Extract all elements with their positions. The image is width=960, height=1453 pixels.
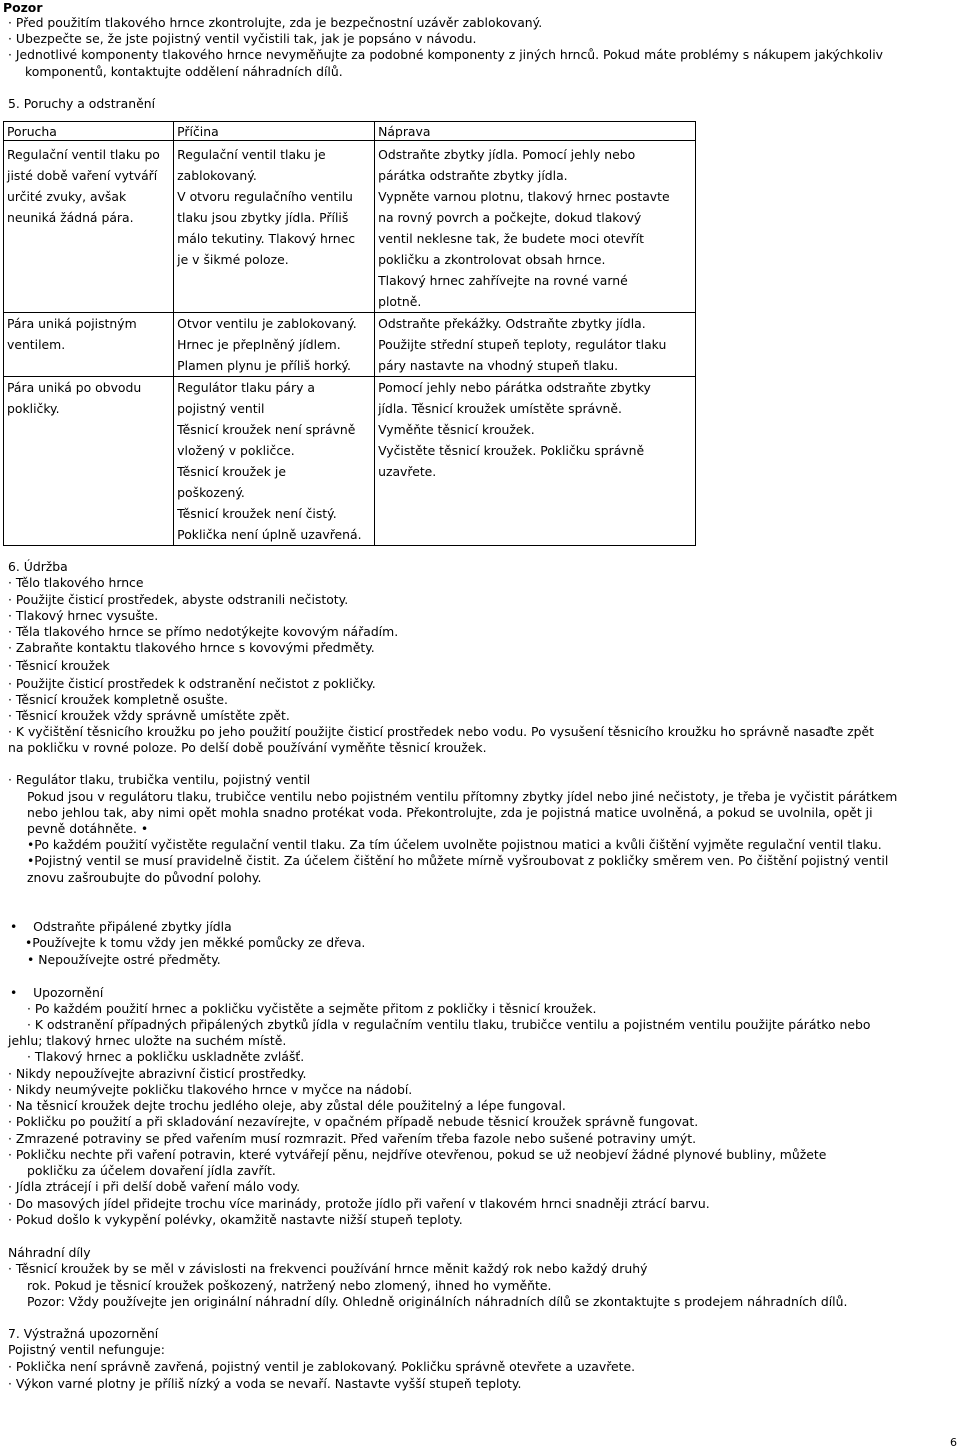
col-header-problem: Porucha [4,122,174,141]
spare-line: · Těsnicí kroužek by se měl v závislosti na frekvenci používání hrnce měnit každý rok nebo každý druhý [8,1261,648,1276]
body-title: · Tělo tlakového hrnce [8,575,144,590]
table-header-row [4,122,696,141]
warning-item: · Jednotlivé komponenty tlakového hrnce nevyměňujte za podobné komponenty z jiných hrnců. Pokud máte problémy s nákupem jakýchkoliv [8,47,883,62]
regulator-line: znovu zašroubujte do původní polohy. [27,870,262,885]
notice-item: · Zmrazené potraviny se před vařením musí rozmrazit. Před vařením třeba fazole nebo sušené potraviny umýt. [8,1131,697,1146]
table-row [4,141,696,313]
notice-item: · Na těsnicí kroužek dejte trochu jedlého oleje, aby zůstal déle použitelný a lépe fungoval. [8,1098,566,1113]
notice-line: · Tlakový hrnec a pokličku uskladněte zvlášť. [27,1049,305,1064]
fix-cell: Odstraňte překážky. Odstraňte zbytky jídla. Použijte střední stupeň teploty, regulátor tlaku páry nastavte na vhodný stupeň tlaku. [375,313,696,377]
warning-item: · Ubezpečte se, že jste pojistný ventil vyčistili tak, jak je popsáno v návodu. [8,31,477,46]
trouble-table [3,121,696,546]
notice-line: jehlu; tlakový hrnec uložte na suchém místě. [8,1033,287,1048]
maintenance-item: · Tlakový hrnec vysušte. [8,608,159,623]
regulator-line: nebo jehlou tak, aby nimi opět mohla snadno protékat voda. Překontrolujte, zda je pojistná matice uvolněná, a pokud se uvolnila, opět ji [27,805,873,820]
notice-item: · Nikdy neumývejte pokličku tlakového hrnce v myčce na nádobí. [8,1082,413,1097]
col-header-cause: Příčina [174,122,375,141]
notice-item: · Do masových jídel přidejte trochu více marinády, protože jídlo při vaření v tlakovém hrnci snadněji ztrácí barvu. [8,1196,710,1211]
maintenance-item: · Těsnicí kroužek vždy správně umístěte zpět. [8,708,290,723]
spare-line: Pozor: Vždy používejte jen originální náhradní díly. Ohledně originálních náhradních dílů se zkontaktujte s prodejem náhradních dílů. [27,1294,848,1309]
problem-cell: Pára uniká po obvodu pokličky. [4,377,174,546]
regulator-line: •Po každém použití vyčistěte regulační ventil tlaku. Za tím účelem uvolněte pojistnou matici a kvůli čištění vyjměte regulační ventil tlaku. [27,837,882,852]
warning-item-cont: komponentů, kontaktujte oddělení náhradních dílů. [25,64,343,79]
warning-item: · Před použitím tlakového hrnce zkontrolujte, zda je bezpečnostní uzávěr zablokovaný. [8,15,543,30]
fix-cell: Odstraňte zbytky jídla. Pomocí jehly nebo párátka odstraňte zbytky jídla. Vypněte varnou plotnu, tlakový hrnec postavte na rovný povrch a počkejte, dokud tlakový ventil neklesne tak, že budete moci otevřít pokličku a zkontrolovat obsah hrnce. Tlakový hrnec zahřívejte na rovné varné plotně. [375,141,696,313]
notice-title: • Upozornění [10,985,104,1000]
regulator-line: •Pojistný ventil se musí pravidelně čistit. Za účelem čištění ho můžete mírně vyšroubovat z pokličky směrem ven. Po čištění pojistný ventil [27,853,889,868]
regulator-line: Pokud jsou v regulátoru tlaku, trubičce ventilu nebo pojistném ventilu přítomny zbytky jídel nebo jiné nečistoty, je třeba je vyčistit párátkem [27,789,898,804]
col-header-fix: Náprava [375,122,696,141]
cause-cell: Otvor ventilu je zablokovaný. Hrnec je přeplněný jídlem. Plamen plynu je příliš horký. [174,313,375,377]
notice-item-cont: pokličku za účelem dovaření jídla zavřít. [27,1163,276,1178]
maintenance-item: · Těla tlakového hrnce se přímo nedotýkejte kovovým nářadím. [8,624,399,639]
problem-cell: Pára uniká pojistným ventilem. [4,313,174,377]
burnt-line: • Nepoužívejte ostré předměty. [27,952,221,967]
regulator-line: pevně dotáhněte. • [27,821,149,836]
maintenance-item: · Těsnicí kroužek kompletně osušte. [8,692,228,707]
section7-title: 7. Výstražná upozornění [8,1326,159,1341]
spare-line: rok. Pokud je těsnicí kroužek poškozený, natržený nebo zlomený, ihned ho vyměňte. [27,1278,552,1293]
maintenance-item-cont: na pokličku v rovné poloze. Po delší době používání vyměňte těsnicí kroužek. [8,740,487,755]
table-row [4,313,696,377]
burnt-line: •Používejte k tomu vždy jen měkké pomůcky ze dřeva. [25,935,366,950]
section7-subtitle: Pojistný ventil nefunguje: [8,1342,165,1357]
section6-title: 6. Údržba [8,559,68,574]
notice-line: · K odstranění případných připálených zbytků jídla v regulačním ventilu tlaku, trubičce ventilu a pojistném ventilu použijte párátko nebo [27,1017,871,1032]
burnt-title: • Odstraňte připálené zbytky jídla [10,919,232,934]
regulator-title: · Regulátor tlaku, trubička ventilu, pojistný ventil [8,772,311,787]
cause-cell: Regulátor tlaku páry a pojistný ventil Těsnicí kroužek není správně vložený v pokličce. Těsnicí kroužek je poškozený. Těsnicí kroužek není čistý. Poklička není úplně uzavřená. [174,377,375,546]
notice-item: · Nikdy nepoužívejte abrazivní čisticí prostředky. [8,1066,307,1081]
section5-title: 5. Poruchy a odstranění [8,96,156,111]
section7-item: · Poklička není správně zavřená, pojistný ventil je zablokovaný. Pokličku správně otevřete a uzavřete. [8,1359,636,1374]
maintenance-item: · Zabraňte kontaktu tlakového hrnce s kovovými předměty. [8,640,375,655]
notice-item: · Pokud došlo k vykypění polévky, okamžitě nastavte nižší stupeň teploty. [8,1212,463,1227]
maintenance-item: · Použijte čisticí prostředek k odstranění nečistot z pokličky. [8,676,376,691]
table-row [4,377,696,546]
spare-title: Náhradní díly [8,1245,91,1260]
maintenance-item: · K vyčištění těsnicího kroužku po jeho použití použijte čisticí prostředek nebo vodu. Po vysušení těsnicího kroužku ho správně nasaďte zpět [8,724,875,739]
maintenance-item: · Těsnicí kroužek [8,658,110,673]
section7-item: · Výkon varné plotny je příliš nízký a voda se nevaří. Nastavte vyšší stupeň teploty. [8,1376,522,1391]
page-number: 6 [950,1436,957,1449]
notice-item: · Jídla ztrácejí i při delší době vaření málo vody. [8,1179,301,1194]
notice-line: · Po každém použití hrnec a pokličku vyčistěte a sejměte přitom z pokličky i těsnicí kroužek. [27,1001,597,1016]
maintenance-item: · Použijte čisticí prostředek, abyste odstranili nečistoty. [8,592,349,607]
problem-cell: Regulační ventil tlaku po jisté době vaření vytváří určité zvuky, avšak neuniká žádná pára. [4,141,174,313]
cause-cell: Regulační ventil tlaku je zablokovaný. V otvoru regulačního ventilu tlaku jsou zbytky jídla. Příliš málo tekutiny. Tlakový hrnec je v šikmé poloze. [174,141,375,313]
notice-item: · Pokličku po použití a při skladování nezavírejte, v opačném případě nebude těsnicí kroužek správně fungovat. [8,1114,699,1129]
fix-cell: Pomocí jehly nebo párátka odstraňte zbytky jídla. Těsnicí kroužek umístěte správně. Vyměňte těsnicí kroužek. Vyčistěte těsnicí kroužek. Pokličku správně uzavřete. [375,377,696,546]
notice-item: · Pokličku nechte při vaření potravin, které vytvářejí pěnu, nejdříve otevřenou, pokud se už neobjeví žádné plynové bubliny, můžete [8,1147,827,1162]
warning-title: Pozor [3,0,43,15]
